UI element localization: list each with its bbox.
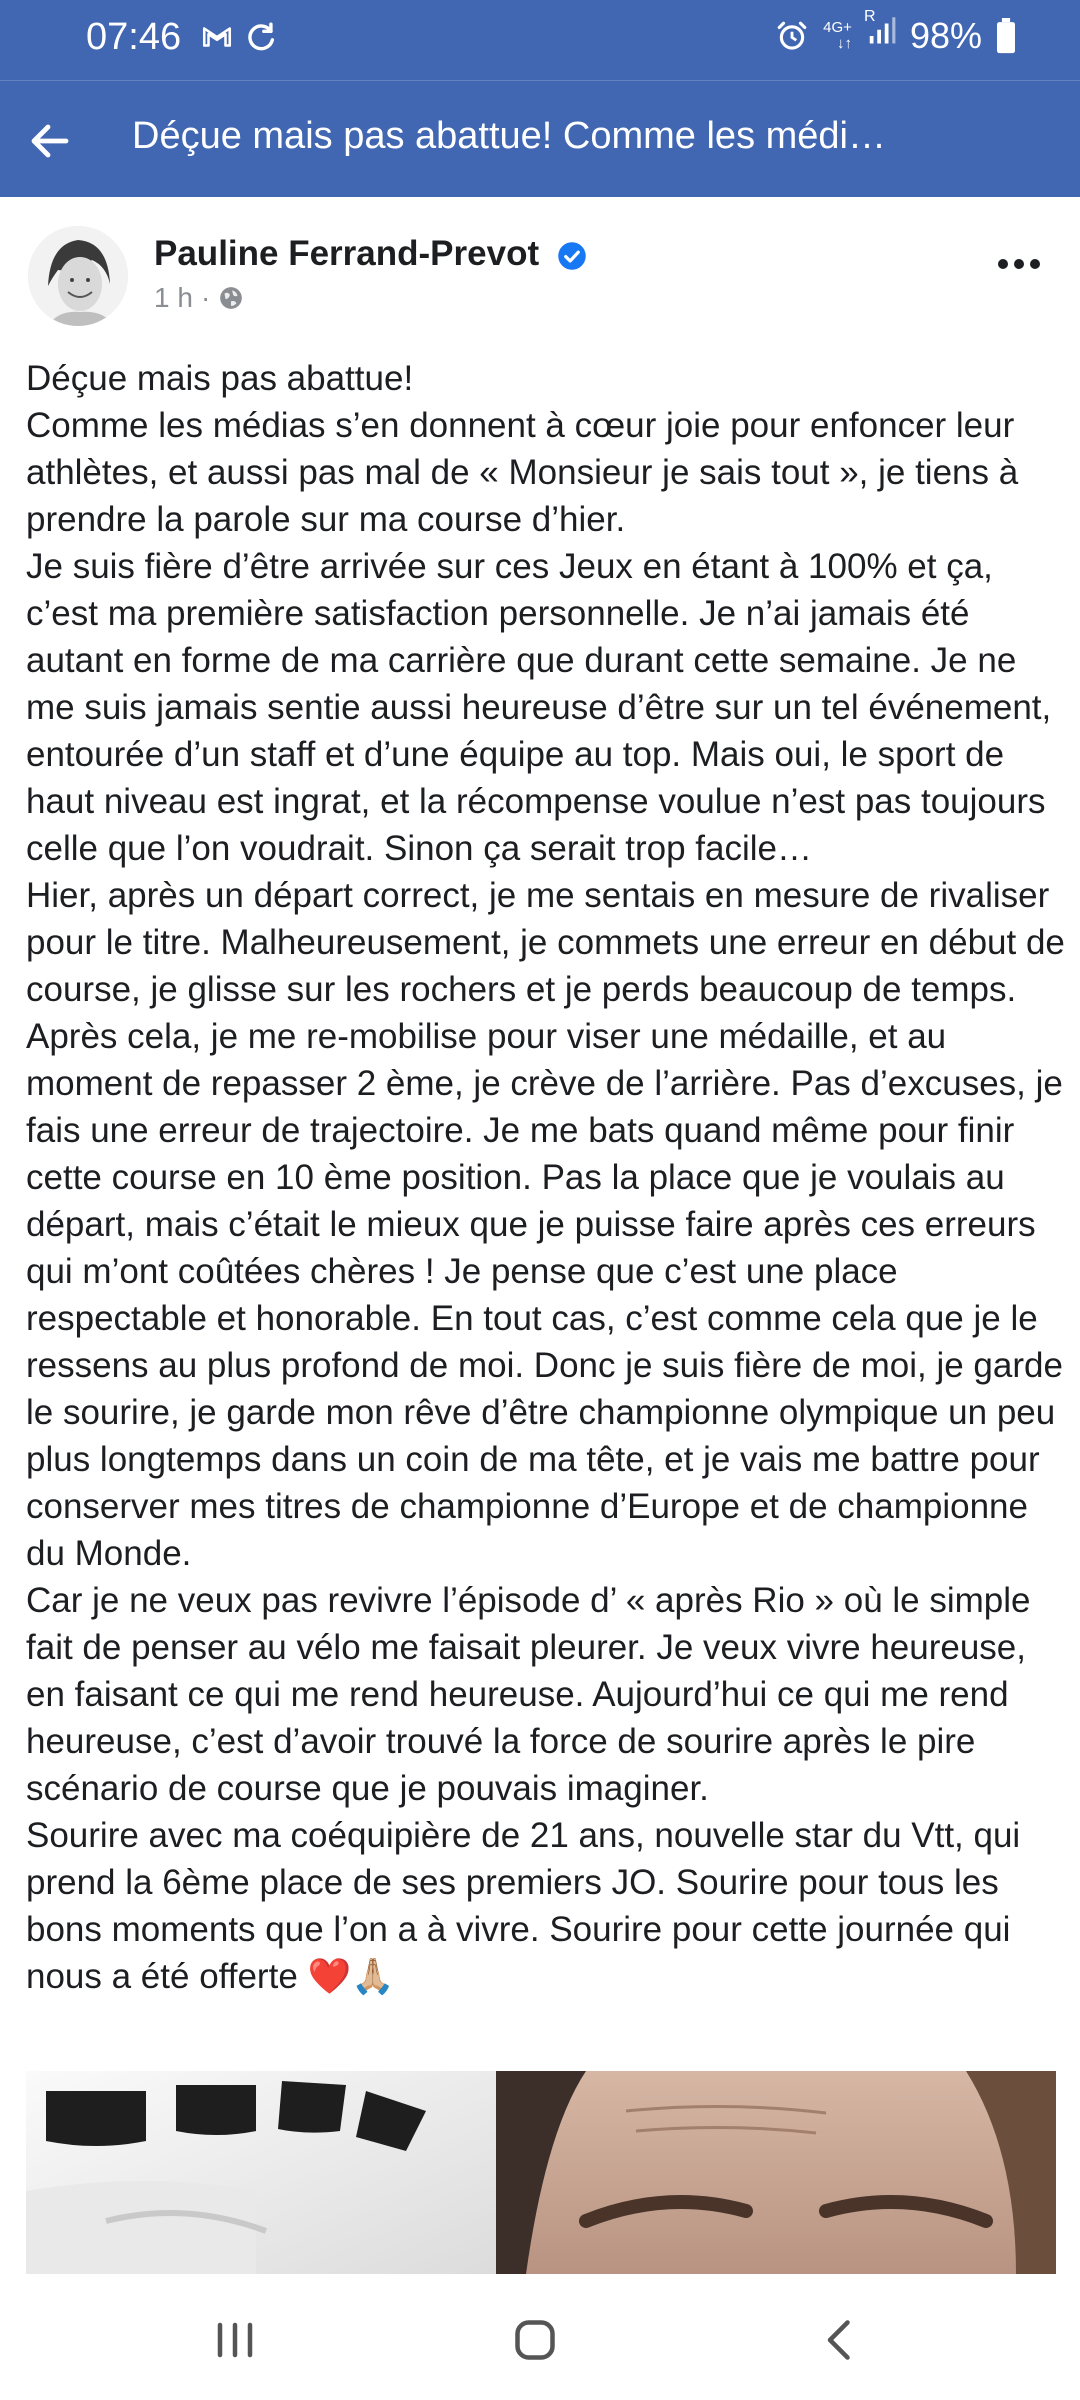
signal-icon — [863, 8, 896, 57]
arrow-left-icon — [26, 117, 74, 165]
status-time: 07:46 — [86, 16, 182, 58]
selfie-photo — [26, 2071, 1056, 2274]
home-icon — [505, 2310, 565, 2370]
home-button[interactable] — [505, 2310, 565, 2370]
back-button[interactable] — [26, 117, 74, 165]
globe-icon — [218, 285, 244, 311]
more-options-button[interactable] — [998, 256, 1048, 280]
more-dot-icon — [998, 259, 1008, 269]
system-back-button[interactable] — [810, 2310, 870, 2370]
post-paragraph: Je suis fière d’être arrivée sur ces Jeux en étant à 100% et ça, c’est ma première satisfaction personnelle. Je n’ai jamais été autant en forme de ma carrière que durant cette semaine. Je ne me suis jamais sentie aussi heureuse d’être sur un tel événement, entourée d’un staff et d’une équipe au top. Mais oui, le sport de haut niveau est ingrat, et la récompense voulue n’est pas toujours celle que l’on voudrait. Sinon ça serait trop facile… — [26, 547, 1052, 868]
network-arrows: ↓↑ — [836, 34, 852, 52]
alarm-icon — [775, 19, 809, 53]
status-bar — [0, 0, 1080, 80]
avatar[interactable] — [28, 226, 128, 326]
post-paragraph: Hier, après un départ correct, je me sentais en mesure de rivaliser pour le titre. Malheureusement, je commets une erreur en début de course, je glisse sur les rochers et je perds beaucoup de temps. Après cela, je me re-mobilise pour viser une médaille, et au moment de repasser 2 ème, je crève de l’arrière. Pas d’excuses, je fais une erreur de trajectoire. Je me bats quand même pour finir cette course en 10 ème position. Pas la place que je voulais au départ, mais c’était le mieux que je puisse faire après ces erreurs qui m’ont coûtées chères ! Je pense que c’est une place respectable et honorable. En tout cas, c’est comme cela que je le ressens au plus profond de moi. Donc je suis fière de moi, je garde le sourire, je garde mon rêve d’être championne olympique un peu plus longtemps dans un coin de ma tête, et je vais me battre pour conserver mes titres de championne d’Europe et de championne du Monde. — [26, 876, 1065, 1573]
network-4g-icon — [823, 20, 852, 52]
app-bar — [0, 80, 1080, 197]
verified-badge-icon — [557, 241, 587, 271]
post-paragraph: Déçue mais pas abattue! — [26, 359, 414, 398]
post-header — [0, 196, 1080, 346]
sync-icon — [244, 20, 278, 54]
roaming-label: R — [863, 8, 876, 25]
post-paragraph: Comme les médias s’en donnent à cœur joie pour enfoncer leur athlètes, et aussi pas mal de « Monsieur je sais tout », je tiens à prendre la parole sur ma course d’hier. — [26, 406, 1019, 539]
battery-icon — [996, 18, 1016, 54]
avatar-photo — [28, 226, 128, 326]
more-dot-icon — [1030, 259, 1040, 269]
recents-button[interactable] — [205, 2310, 265, 2370]
post-photo[interactable] — [26, 2071, 1056, 2274]
page-title: Déçue mais pas abattue! Comme les médi… — [132, 115, 886, 157]
status-system-icons — [775, 8, 1016, 57]
post-paragraph: Car je ne veux pas revivre l’épisode d’ « après Rio » où le simple fait de penser au vélo me faisait pleurer. Je veux vivre heureuse, en faisant ce qui me rend heureuse. Aujourd’hui ce qui me rend heureuse, c’est d’avoir trouvé la force de sourire après le pire scénario de course que je pouvais imaginer. — [26, 1581, 1031, 1808]
post-meta — [154, 282, 244, 314]
battery-percent: 98% — [909, 14, 982, 56]
recents-icon — [205, 2310, 265, 2370]
system-nav-bar — [0, 2274, 1080, 2400]
network-label: 4G+ — [823, 18, 852, 36]
post-time[interactable]: 1 h — [154, 282, 193, 313]
meta-separator: · — [200, 282, 211, 313]
author-name-text: Pauline Ferrand-Prevot — [154, 234, 540, 273]
post-text — [26, 355, 1066, 2000]
post-paragraph: Sourire avec ma coéquipière de 21 ans, nouvelle star du Vtt, qui prend la 6ème place de ses premiers JO. Sourire pour tous les bons moments que l’on a à vivre. Sourire pour cette journée qui nous a été offerte ❤️🙏🏼 — [26, 1816, 1021, 1996]
gmail-icon — [200, 20, 234, 54]
status-notification-icons — [200, 20, 278, 54]
author-name[interactable] — [154, 234, 587, 274]
back-icon — [810, 2310, 870, 2370]
more-dot-icon — [1014, 259, 1024, 269]
